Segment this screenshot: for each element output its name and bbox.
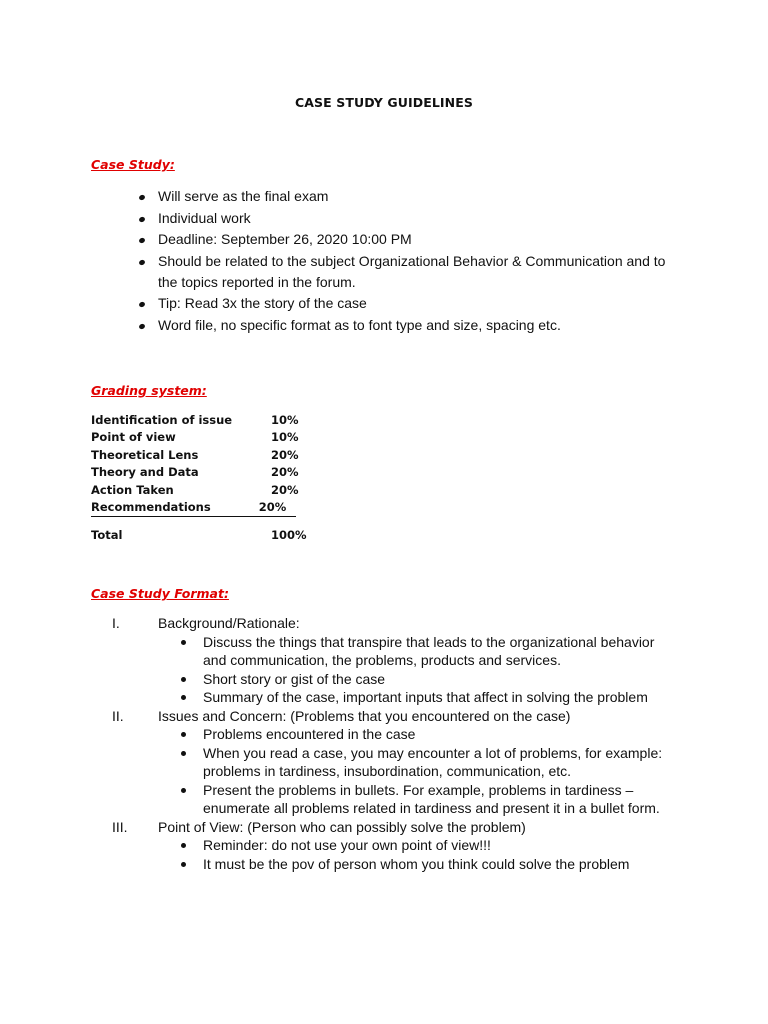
- format-section: [112, 818, 673, 874]
- grade-criterion: Theoretical Lens: [91, 447, 199, 462]
- list-item: Individual work: [136, 208, 668, 229]
- section-numeral: I.: [112, 615, 120, 631]
- grading-heading: Grading system:: [91, 383, 207, 398]
- grading-table: [91, 412, 311, 517]
- document-title: CASE STUDY GUIDELINES: [295, 95, 473, 110]
- section-title: Point of View: (Person who can possibly solve the problem): [158, 818, 526, 835]
- grade-criterion: Recommendations: [91, 499, 211, 514]
- section-numeral: III.: [112, 818, 128, 835]
- format-heading: Case Study Format:: [91, 586, 229, 601]
- table-row: [91, 464, 311, 481]
- list-item: When you read a case, you may encounter a lot of problems, for example: problems in tardiness, insubordination, communication, etc.: [158, 744, 673, 781]
- list-item: Deadline: September 26, 2020 10:00 PM: [136, 229, 668, 250]
- list-item: Short story or gist of the case: [158, 670, 673, 689]
- grade-percent: 20%: [271, 447, 299, 462]
- list-item: Reminder: do not use your own point of view!!!: [158, 836, 673, 855]
- list-item: Summary of the case, important inputs that affect in solving the problem: [158, 688, 673, 707]
- case-study-bullet-list: [136, 186, 668, 336]
- total-value: 100%: [271, 528, 307, 542]
- table-row: [91, 429, 311, 446]
- list-item: Tip: Read 3x the story of the case: [136, 293, 668, 314]
- grading-total-row: [91, 528, 307, 542]
- section-bullet-list: [158, 836, 673, 873]
- grade-percent: 20%: [258, 499, 287, 514]
- case-study-heading: Case Study:: [91, 157, 175, 172]
- grade-percent: 10%: [271, 413, 299, 427]
- section-title: Issues and Concern: (Problems that you encountered on the case): [158, 707, 571, 724]
- list-item: Will serve as the final exam: [136, 186, 668, 207]
- grade-criterion: Identification of issue: [91, 413, 233, 427]
- grade-percent: 20%: [271, 482, 299, 497]
- list-item: Should be related to the subject Organizational Behavior & Communication and to the topics reported in the forum.: [136, 251, 668, 293]
- grade-criterion: Action Taken: [91, 482, 174, 497]
- section-numeral: II.: [112, 707, 124, 724]
- list-item: Problems encountered in the case: [158, 725, 673, 744]
- grade-percent: 10%: [271, 430, 299, 445]
- section-title: Background/Rationale:: [158, 615, 300, 631]
- section-bullet-list: [158, 725, 673, 818]
- grade-criterion: Theory and Data: [91, 465, 199, 480]
- table-row: [91, 482, 311, 499]
- list-item: It must be the pov of person whom you think could solve the problem: [158, 855, 673, 874]
- format-section: [112, 614, 673, 707]
- table-row: [91, 412, 311, 429]
- list-item: Discuss the things that transpire that leads to the organizational behavior and communication, the problems, products and services.: [158, 633, 673, 670]
- table-row: [91, 499, 296, 517]
- list-item: Present the problems in bullets. For example, problems in tardiness – enumerate all problems related in tardiness and present it in a bullet form.: [158, 781, 673, 818]
- list-item: Word file, no specific format as to font type and size, spacing etc.: [136, 315, 668, 336]
- format-outline: [112, 614, 673, 873]
- section-bullet-list: [158, 633, 673, 707]
- grade-criterion: Point of view: [91, 430, 176, 445]
- format-section: [112, 707, 673, 818]
- grade-percent: 20%: [271, 465, 299, 480]
- table-row: [91, 447, 311, 464]
- total-label: Total: [91, 528, 123, 542]
